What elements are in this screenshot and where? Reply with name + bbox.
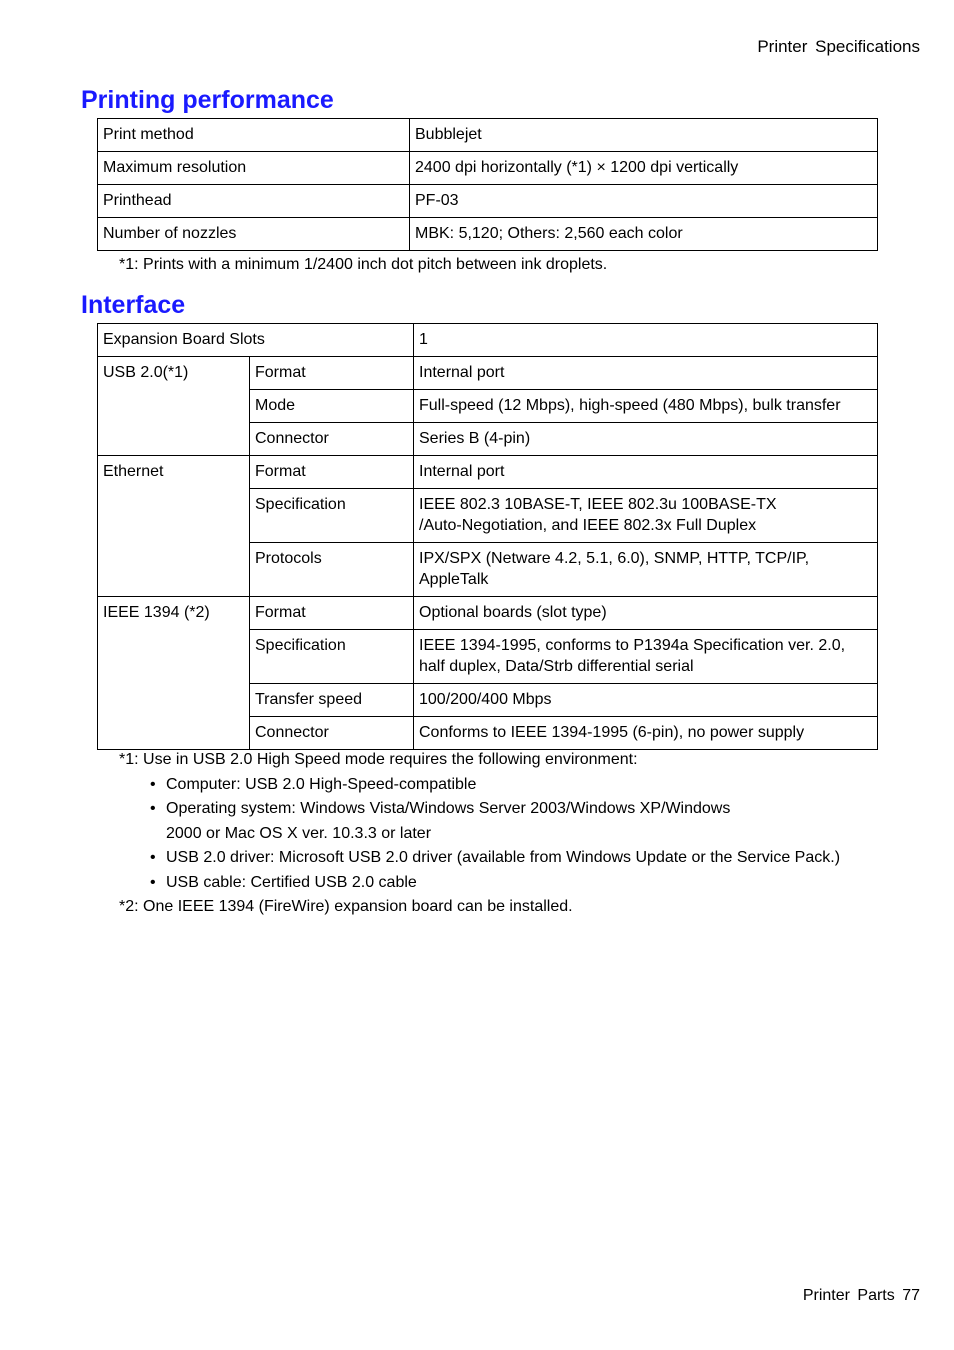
spec-value-line: half duplex, Data/Strb differential serial bbox=[419, 658, 694, 675]
printing-performance-heading: Printing performance bbox=[81, 86, 334, 114]
list-item-line: 2000 or Mac OS X ver. 10.3.3 or later bbox=[166, 824, 432, 842]
spec-label: Transfer speed bbox=[250, 684, 414, 717]
spec-value-line: /Auto-Negotiation, and IEEE 802.3x Full Duplex bbox=[419, 517, 757, 534]
footnote-usb: *1: Use in USB 2.0 High Speed mode requires the following environment: bbox=[119, 751, 638, 768]
spec-value: Internal port bbox=[414, 357, 878, 390]
spec-label: Format bbox=[250, 456, 414, 489]
spec-label: Connector bbox=[250, 423, 414, 456]
spec-value: Full-speed (12 Mbps), high-speed (480 Mbps), bulk transfer bbox=[414, 390, 878, 423]
group-label-usb: USB 2.0(*1) bbox=[98, 357, 250, 456]
table-row bbox=[98, 324, 878, 357]
table-row bbox=[98, 218, 878, 251]
spec-value bbox=[414, 630, 878, 684]
spec-label: Number of nozzles bbox=[98, 218, 410, 251]
spec-value: Optional boards (slot type) bbox=[414, 597, 878, 630]
spec-value: 2400 dpi horizontally (*1) × 1200 dpi vertically bbox=[410, 152, 878, 185]
spec-label: Format bbox=[250, 597, 414, 630]
spec-label: Connector bbox=[250, 717, 414, 750]
printing-performance-table bbox=[97, 118, 878, 251]
interface-table bbox=[97, 323, 878, 750]
spec-label: Print method bbox=[98, 119, 410, 152]
page-number: 77 bbox=[902, 1287, 920, 1304]
interface-heading: Interface bbox=[81, 291, 186, 319]
footer-section: Printer Parts bbox=[802, 1287, 895, 1304]
spec-label: Specification bbox=[250, 630, 414, 684]
spec-value: MBK: 5,120; Others: 2,560 each color bbox=[410, 218, 878, 251]
spec-value: PF-03 bbox=[410, 185, 878, 218]
spec-value: 100/200/400 Mbps bbox=[414, 684, 878, 717]
running-header: Printer Specifications bbox=[757, 37, 920, 56]
spec-value: Bubblejet bbox=[410, 119, 878, 152]
spec-label: Protocols bbox=[250, 543, 414, 597]
table-row bbox=[98, 456, 878, 489]
spec-label: Format bbox=[250, 357, 414, 390]
spec-value: 1 bbox=[414, 324, 878, 357]
spec-value: Conforms to IEEE 1394-1995 (6-pin), no power supply bbox=[414, 717, 878, 750]
spec-label: Specification bbox=[250, 489, 414, 543]
requirements-list bbox=[119, 773, 840, 896]
table-row bbox=[98, 119, 878, 152]
spec-label: Maximum resolution bbox=[98, 152, 410, 185]
list-item: • USB cable: Certified USB 2.0 cable bbox=[147, 871, 840, 896]
table-row bbox=[98, 185, 878, 218]
spec-label: Printhead bbox=[98, 185, 410, 218]
table-row bbox=[98, 597, 878, 630]
list-item bbox=[147, 797, 840, 846]
spec-value-line: IPX/SPX (Netware 4.2, 5.1, 6.0), SNMP, HTTP, TCP/IP, bbox=[419, 550, 810, 567]
spec-value-line: IEEE 1394-1995, conforms to P1394a Specification ver. 2.0, bbox=[419, 637, 846, 654]
group-label-ieee1394: IEEE 1394 (*2) bbox=[98, 597, 250, 750]
footnote-ieee1394: *2: One IEEE 1394 (FireWire) expansion board can be installed. bbox=[119, 898, 573, 915]
spec-value: Internal port bbox=[414, 456, 878, 489]
spec-label: Mode bbox=[250, 390, 414, 423]
printing-performance-footnote: *1: Prints with a minimum 1/2400 inch dot pitch between ink droplets. bbox=[119, 256, 608, 273]
list-item-line: Operating system: Windows Vista/Windows Server 2003/Windows XP/Windows bbox=[166, 800, 731, 817]
spec-value-line: IEEE 802.3 10BASE-T, IEEE 802.3u 100BASE-TX bbox=[419, 496, 777, 513]
page-footer bbox=[803, 1287, 920, 1305]
spec-value-line: AppleTalk bbox=[419, 571, 489, 588]
list-item: • USB 2.0 driver: Microsoft USB 2.0 driver (available from Windows Update or the Service Pack.) bbox=[147, 846, 840, 871]
table-row bbox=[98, 357, 878, 390]
spec-label: Expansion Board Slots bbox=[98, 324, 414, 357]
table-row bbox=[98, 152, 878, 185]
spec-value: Series B (4-pin) bbox=[414, 423, 878, 456]
spec-value bbox=[414, 543, 878, 597]
spec-value bbox=[414, 489, 878, 543]
group-label-ethernet: Ethernet bbox=[98, 456, 250, 597]
interface-footnotes bbox=[119, 748, 840, 920]
list-item: • Computer: USB 2.0 High-Speed-compatible bbox=[147, 773, 840, 798]
